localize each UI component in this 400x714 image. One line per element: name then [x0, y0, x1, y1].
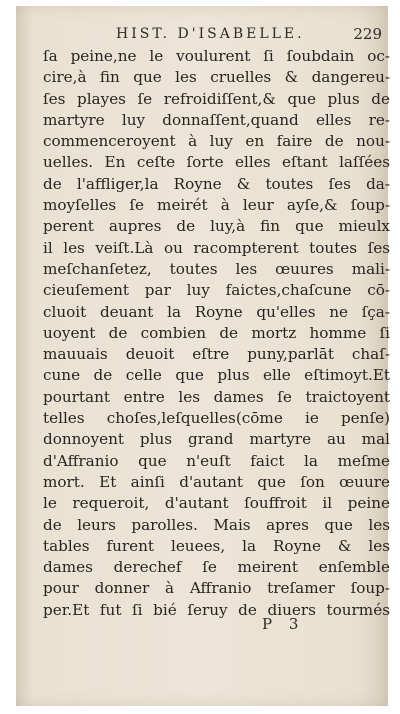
text-line: pour donner à Affranio treſamer ſoup-: [43, 579, 390, 598]
signature-mark: P 3: [262, 615, 305, 633]
text-line: le requeroit, d'autant ſouffroit il peine: [43, 494, 390, 513]
text-line: moyſelles ſe meirét à leur ayſe,& ſoup-: [43, 196, 390, 215]
text-line: cune de celle que plus elle eſtimoyt.Et: [43, 366, 390, 385]
text-line: dames derechef ſe meirent enſemble: [43, 558, 390, 577]
text-line: telles choſes,leſquelles(cōme ie penſe): [43, 409, 390, 428]
text-line: de leurs parolles. Mais apres que les: [43, 515, 390, 534]
text-line: cieuſement par luy faictes,chaſcune cō-: [43, 281, 390, 300]
text-line: tables furent leuees, la Royne & les: [43, 536, 390, 555]
running-head: HIST. D'ISABELLE.: [116, 26, 305, 42]
text-line: meſchanſetez, toutes les œuures mali-: [43, 259, 390, 278]
text-line: d'Affranio que n'euſt faict la meſme: [43, 451, 390, 470]
text-line: perent aupres de luy,à fin que mieulx: [43, 217, 390, 236]
text-line: uelles. En ceſte ſorte elles eſtant laſſées: [43, 153, 390, 172]
book-page: [16, 6, 388, 706]
text-line: cire,à fin que les cruelles & dangereu-: [43, 68, 390, 87]
text-line: mort. Et ainſi d'autant que ſon œuure: [43, 472, 390, 491]
text-line: uoyent de combien de mortz homme ſi: [43, 323, 390, 342]
text-line: donnoyent plus grand martyre au mal: [43, 430, 390, 449]
text-line: per.Et fut ſi bié ſeruy de diuers tourmés: [43, 600, 390, 619]
text-line: commenceroyent à luy en faire de nou-: [43, 132, 390, 151]
text-line: ſa peine,ne le voulurent ſi ſoubdain oc-: [43, 47, 390, 65]
text-line: il les veiſt.Là ou racompterent toutes ſes: [43, 238, 390, 257]
text-line: cluoit deuant la Royne qu'elles ne ſça-: [43, 302, 390, 321]
page-header: [16, 26, 388, 48]
body-text: [43, 46, 390, 621]
page-number: 229: [353, 25, 382, 43]
text-line: pourtant entre les dames ſe traictoyent: [43, 387, 390, 406]
text-line: martyre luy donnaſſent,quand elles re-: [43, 110, 390, 129]
text-line: de l'affliger,la Royne & toutes ſes da-: [43, 174, 390, 193]
text-line: ſes playes ſe refroidiſſent,& que plus de: [43, 89, 390, 108]
text-line: mauuais deuoit eſtre puny,parlāt chaſ-: [43, 345, 390, 364]
